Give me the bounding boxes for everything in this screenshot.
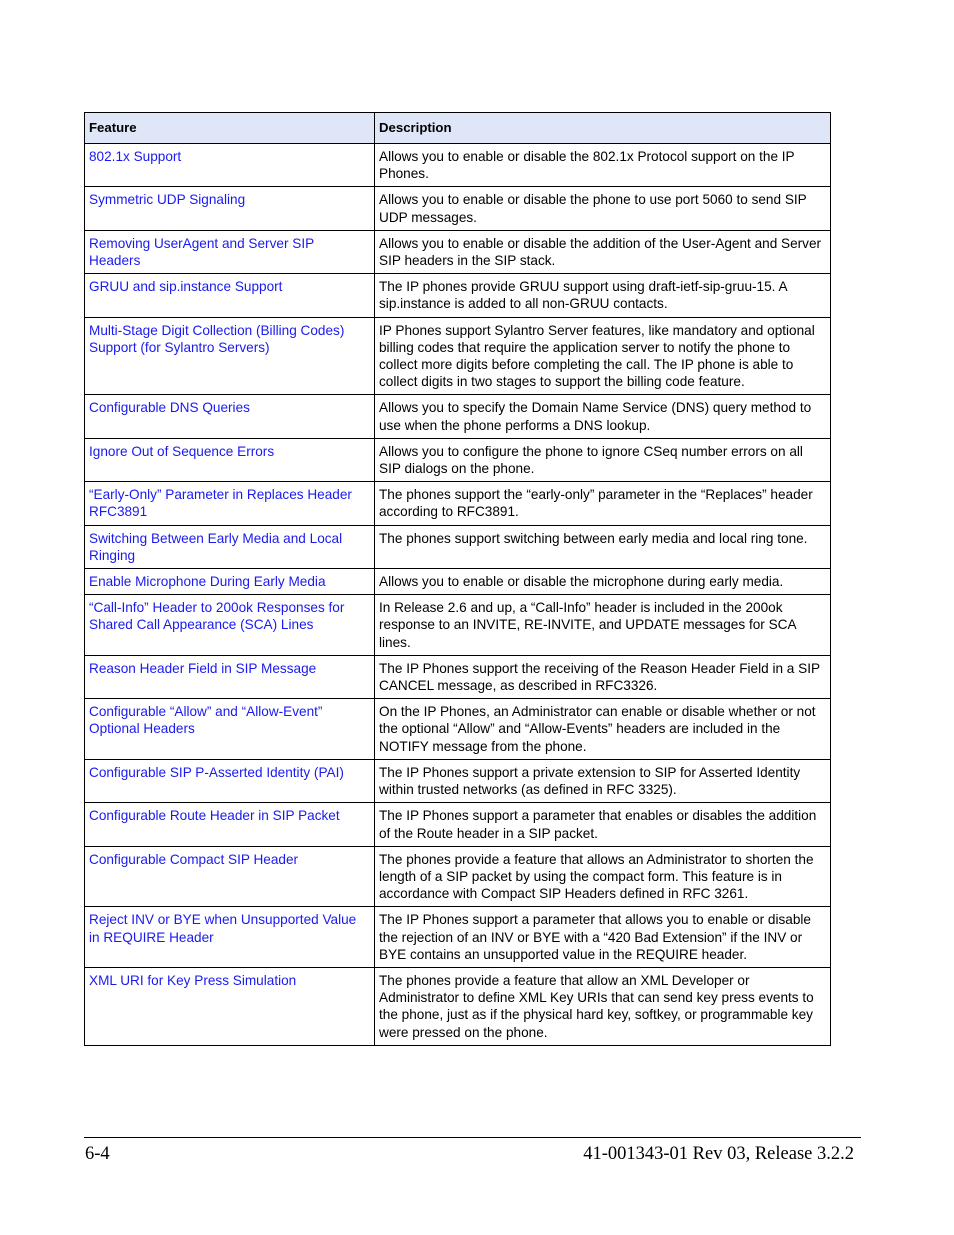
feature-link[interactable]: Reject INV or BYE when Unsupported Value in REQUIRE Header bbox=[89, 912, 357, 945]
table-row bbox=[85, 482, 831, 525]
description-cell: Allows you to configure the phone to ignore CSeq number errors on all SIP dialogs on the phone. bbox=[375, 438, 831, 481]
description-cell: On the IP Phones, an Administrator can enable or disable whether or not the optional “Allow” and “Allow-Events” headers are included in the NOTIFY message from the phone. bbox=[375, 699, 831, 760]
table-header-row bbox=[85, 113, 831, 144]
table-row bbox=[85, 144, 831, 187]
description-cell: Allows you to enable or disable the microphone during early media. bbox=[375, 569, 831, 595]
feature-cell bbox=[85, 144, 375, 187]
table-body bbox=[85, 144, 831, 1046]
feature-cell bbox=[85, 595, 375, 656]
table-row bbox=[85, 230, 831, 273]
feature-cell bbox=[85, 230, 375, 273]
feature-link[interactable]: Configurable “Allow” and “Allow-Event” Optional Headers bbox=[89, 704, 323, 737]
feature-cell bbox=[85, 655, 375, 698]
description-cell: The IP Phones support a parameter that allows you to enable or disable the rejection of an INV or BYE with a “420 Bad Extension” if the INV or BYE contains an unsupported value in the REQUIRE header. bbox=[375, 907, 831, 968]
description-cell: The phones provide a feature that allows an Administrator to shorten the length of a SIP packet by using the compact form. This feature is in accordance with Compact SIP Headers defined in RFC 3261. bbox=[375, 846, 831, 907]
feature-cell bbox=[85, 482, 375, 525]
feature-link[interactable]: 802.1x Support bbox=[89, 149, 182, 164]
feature-link[interactable]: Removing UserAgent and Server SIP Headers bbox=[89, 235, 314, 269]
feature-cell bbox=[85, 907, 375, 968]
feature-cell bbox=[85, 846, 375, 907]
feature-link[interactable]: Configurable Compact SIP Header bbox=[89, 851, 299, 867]
document-id: 41-001343-01 Rev 03, Release 3.2.2 bbox=[583, 1144, 854, 1164]
feature-link[interactable]: “Early-Only” Parameter in Replaces Header RFC3891 bbox=[89, 487, 352, 520]
table-header bbox=[85, 113, 831, 144]
table-row bbox=[85, 395, 831, 438]
description-cell: IP Phones support Sylantro Server features, like mandatory and optional billing codes that require the application server to notify the phone to collect more digits before completing the call. The IP phone is able to collect digits in two stages to support the billing code feature. bbox=[375, 317, 831, 395]
feature-cell bbox=[85, 803, 375, 846]
feature-cell bbox=[85, 438, 375, 481]
description-column-header: Description bbox=[375, 113, 831, 144]
feature-cell bbox=[85, 759, 375, 802]
table-row bbox=[85, 438, 831, 481]
description-cell: The IP phones provide GRUU support using draft-ietf-sip-gruu-15. A sip.instance is added to all non-GRUU contacts. bbox=[375, 274, 831, 317]
description-cell: The phones support the “early-only” parameter in the “Replaces” header according to RFC3891. bbox=[375, 482, 831, 525]
table-row bbox=[85, 317, 831, 395]
feature-cell bbox=[85, 525, 375, 568]
description-cell: Allows you to enable or disable the addition of the User-Agent and Server SIP headers in the SIP stack. bbox=[375, 230, 831, 273]
feature-link[interactable]: Enable Microphone During Early Media bbox=[89, 574, 326, 590]
feature-cell bbox=[85, 395, 375, 438]
table-row bbox=[85, 569, 831, 595]
table-row bbox=[85, 967, 831, 1045]
description-cell: The IP Phones support a private extension to SIP for Asserted Identity within trusted networks (as defined in RFC 3325). bbox=[375, 759, 831, 802]
table-row bbox=[85, 759, 831, 802]
feature-link[interactable]: Symmetric UDP Signaling bbox=[89, 192, 246, 208]
table-row bbox=[85, 699, 831, 760]
feature-link[interactable]: Multi-Stage Digit Collection (Billing Codes) Support (for Sylantro Servers) bbox=[89, 322, 345, 355]
table-row bbox=[85, 655, 831, 698]
feature-cell bbox=[85, 274, 375, 317]
feature-link[interactable]: Configurable DNS Queries bbox=[89, 400, 250, 416]
description-cell: The IP Phones support the receiving of the Reason Header Field in a SIP CANCEL message, as described in RFC3326. bbox=[375, 655, 831, 698]
table-row bbox=[85, 803, 831, 846]
feature-table bbox=[84, 112, 831, 1046]
table-row bbox=[85, 907, 831, 968]
table-row bbox=[85, 595, 831, 656]
description-cell: The phones support switching between early media and local ring tone. bbox=[375, 525, 831, 568]
table-row bbox=[85, 187, 831, 230]
feature-link[interactable]: Reason Header Field in SIP Message bbox=[89, 660, 317, 676]
description-cell: In Release 2.6 and up, a “Call-Info” header is included in the 200ok response to an INVITE, RE-INVITE, and UPDATE messages for SCA lines. bbox=[375, 595, 831, 656]
table-row bbox=[85, 525, 831, 568]
feature-cell bbox=[85, 569, 375, 595]
description-cell: The IP Phones support a parameter that enables or disables the addition of the Route header in a SIP packet. bbox=[375, 803, 831, 846]
feature-cell bbox=[85, 699, 375, 760]
feature-link[interactable]: Configurable SIP P-Asserted Identity (PAI) bbox=[89, 764, 344, 780]
table-row bbox=[85, 846, 831, 907]
description-cell: The phones provide a feature that allow an XML Developer or Administrator to define XML Key URIs that can send key press events to the phone, just as if the physical hard key, softkey, or programmable key were pressed on the phone. bbox=[375, 967, 831, 1045]
description-cell: Allows you to specify the Domain Name Service (DNS) query method to use when the phone performs a DNS lookup. bbox=[375, 395, 831, 438]
feature-link[interactable]: Ignore Out of Sequence Errors bbox=[89, 443, 275, 459]
table-row bbox=[85, 274, 831, 317]
description-cell: Allows you to enable or disable the 802.1x Protocol support on the IP Phones. bbox=[375, 144, 831, 187]
feature-cell bbox=[85, 317, 375, 395]
feature-cell bbox=[85, 187, 375, 230]
footer-divider bbox=[84, 1137, 861, 1138]
feature-link[interactable]: XML URI for Key Press Simulation bbox=[89, 972, 297, 988]
feature-link[interactable]: GRUU and sip.instance Support bbox=[89, 279, 283, 295]
feature-link[interactable]: Configurable Route Header in SIP Packet bbox=[89, 808, 340, 824]
feature-cell bbox=[85, 967, 375, 1045]
description-cell: Allows you to enable or disable the phone to use port 5060 to send SIP UDP messages. bbox=[375, 187, 831, 230]
page-number: 6-4 bbox=[85, 1144, 110, 1164]
feature-column-header: Feature bbox=[85, 113, 375, 144]
feature-link[interactable]: Switching Between Early Media and Local Ringing bbox=[89, 530, 343, 563]
feature-link[interactable]: “Call-Info” Header to 200ok Responses for Shared Call Appearance (SCA) Lines bbox=[89, 600, 345, 633]
